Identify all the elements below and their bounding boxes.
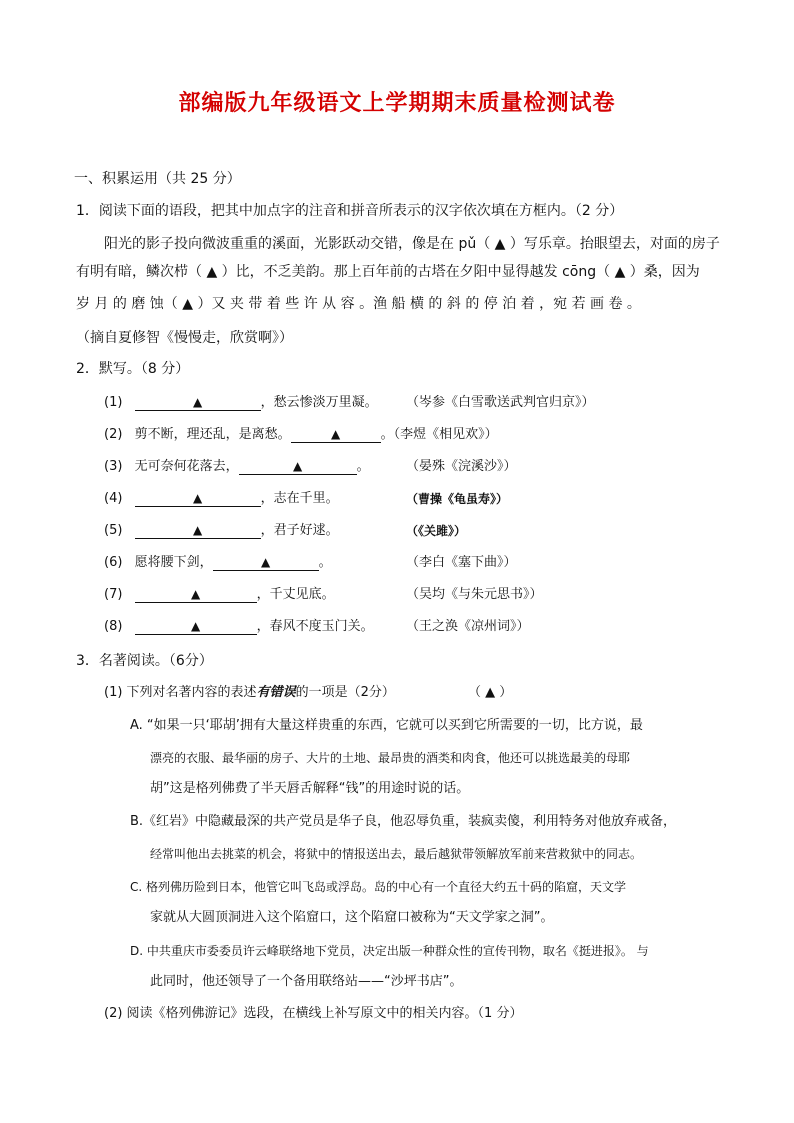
dictation-item [104,491,339,507]
answer-blank[interactable] [213,555,319,571]
question-1-passage-line-1: 阳光的影子投向微波重重的溪面，光影跃动交错，像是在 pǔ（ ▲ ）写乐章。抬眼望去，对面的房子 [104,236,720,252]
item-text-after: 。 [318,555,332,570]
item-number: (7) [104,587,123,602]
item-source: （岑参《白雪歌送武判官归京》） [406,395,595,410]
item-source: （吴均《与朱元思书》） [406,587,543,602]
item-number: (8) [104,619,123,634]
option-d-line-2: 此同时，他还领导了一个备用联络站——“沙坪书店”。 [150,974,463,989]
question-3-stem: 3．名著阅读。（6分） [76,653,213,669]
part-1-emphasis: 有错误 [256,685,296,700]
option-a-line-3: 胡”这是格列佛费了半天唇舌解释“钱”的用途时说的话。 [150,781,470,796]
answer-blank[interactable] [135,491,261,507]
item-source: （李白《塞下曲》） [406,555,517,570]
question-2-stem: 2．默写。（8 分） [76,361,190,377]
dictation-item [104,523,339,539]
item-number: (6) [104,555,123,570]
answer-mark: ▲ [192,395,203,409]
answer-blank[interactable] [135,395,261,411]
question-1-passage-line-3: 岁 月 的 磨 蚀（ ▲ ）又 夹 带 着 些 许 从 容 。渔 船 横 的 斜 的 停 泊 着 ，宛 若 画 卷 。 [76,296,641,312]
option-a-line-1: A. “如果一只‘耶胡’拥有大量这样贵重的东西，它就可以买到它所需要的一切，比方说，最 [130,718,643,733]
question-3-part-2: (2) 阅读《格列佛游记》选段，在横线上补写原文中的相关内容。（1 分） [104,1006,523,1021]
answer-bracket[interactable]: （ ▲ ） [468,685,513,700]
option-c-line-1: C. 格列佛历险到日本，他管它叫飞岛或浮岛。岛的中心有一个直径大约五十码的陷窟，天文学 [130,880,627,894]
item-text-before: 无可奈何花落去， [134,459,239,474]
item-text-after: 。（李煜《相见欢》） [380,427,498,442]
item-source: （曹操《龟虽寿》） [406,492,509,506]
question-1-passage-line-2: 有明有暗，鳞次栉（ ▲ ）比，不乏美韵。那上百年前的古塔在夕阳中显得越发 cōng（ ▲ ）桑，因为 [76,264,700,280]
answer-blank[interactable] [135,587,257,603]
dictation-item [104,459,370,475]
item-text-after: ，志在千里。 [260,491,339,506]
item-number: (1) [104,395,123,410]
item-text-after: ，愁云惨淡万里凝。 [260,395,378,410]
question-1-stem: 1．阅读下面的语段，把其中加点字的注音和拼音所表示的汉字依次填在方框内。（2 分） [76,203,624,219]
answer-mark: ▲ [292,459,303,473]
part-1-text: (1) 下列对名著内容的表述 [104,685,257,700]
dictation-item [104,555,332,571]
question-1-source: （摘自夏修智《慢慢走，欣赏啊》） [76,330,293,346]
item-text-after: ，千丈见底。 [256,587,335,602]
item-text-before: 愿将腰下剑， [134,555,213,570]
item-text-after: 。 [356,459,370,474]
option-c-line-2: 家就从大圆顶洞进入这个陷窟口，这个陷窟口被称为“天文学家之洞”。 [150,910,554,925]
answer-blank[interactable] [135,523,261,539]
answer-blank[interactable] [291,427,381,443]
option-a-line-2: 漂亮的衣服、最华丽的房子、大片的土地、最昂贵的酒类和肉食，他还可以挑选最美的母耶 [150,751,631,765]
answer-mark: ▲ [192,523,203,537]
dictation-item [104,587,335,603]
answer-mark: ▲ [190,587,201,601]
option-b-line-2: 经常叫他出去挑菜的机会，将狱中的情报送出去，最后越狱带领解放军前来营救狱中的同志。 [150,847,643,861]
answer-blank[interactable] [135,619,257,635]
answer-blank[interactable] [239,459,357,475]
part-1-tail: 的一项是（2分） [295,685,395,700]
item-source: （《关雎》） [406,524,467,538]
item-number: (5) [104,523,123,538]
answer-mark: ▲ [192,491,203,505]
option-b-line-1: B.《红岩》中隐藏最深的共产党员是华子良，他忍辱负重，装疯卖傻，利用特务对他放弃戒备， [130,814,677,829]
item-source: （王之涣《凉州词》） [406,619,530,634]
section-heading: 一、积累运用（共 25 分） [74,171,241,187]
dictation-item [104,427,498,443]
item-text-after: ，君子好逑。 [260,523,339,538]
answer-mark: ▲ [260,555,271,569]
item-number: (4) [104,491,123,506]
item-number: (3) [104,459,123,474]
page-title: 部编版九年级语文上学期期末质量检测试卷 [178,90,616,116]
dictation-item [104,395,378,411]
item-number: (2) [104,427,123,442]
item-source: （晏殊《浣溪沙》） [406,459,517,474]
option-d-line-1: D. 中共重庆市委委员许云峰联络地下党员，决定出版一种群众性的宣传刊物，取名《挺进报》。 与 [130,944,649,958]
dictation-item [104,619,374,635]
question-3-part-1 [104,685,395,701]
item-text-after: ，春风不度玉门关。 [256,619,374,634]
item-text-before: 剪不断，理还乱，是离愁。 [134,427,291,442]
answer-mark: ▲ [190,619,201,633]
answer-mark: ▲ [330,427,341,441]
